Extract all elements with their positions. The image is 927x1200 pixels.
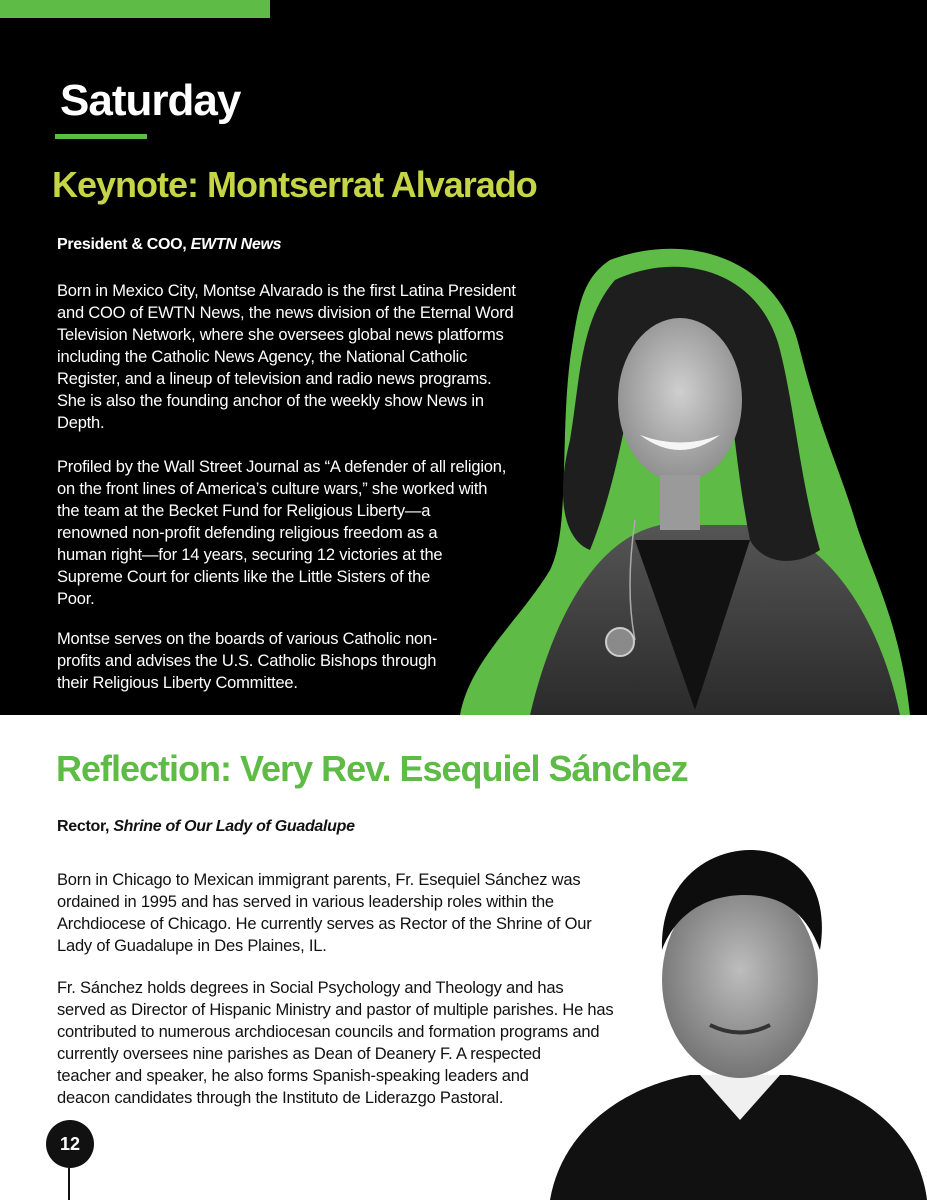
title-underline: [55, 134, 147, 139]
reflection-bio-line: Lady of Guadalupe in Des Plaines, IL.: [57, 937, 327, 955]
keynote-bio-line: Profiled by the Wall Street Journal as “A defender of all religion,: [57, 458, 507, 476]
keynote-bio-line: Depth.: [57, 414, 105, 432]
keynote-role: [57, 236, 281, 254]
reflection-bio-paragraph-1: [57, 869, 592, 957]
page-number-line: [68, 1168, 70, 1200]
reflection-speaker-photo: [550, 840, 927, 1200]
keynote-bio-line: Register, and a lineup of television and radio news programs.: [57, 370, 492, 388]
keynote-heading: Keynote: Montserrat Alvarado: [52, 164, 537, 205]
keynote-bio-line: human right—for 14 years, securing 12 victories at the: [57, 546, 443, 564]
keynote-bio-line: Poor.: [57, 590, 95, 608]
keynote-bio-line: the team at the Becket Fund for Religious Liberty—a: [57, 502, 431, 520]
keynote-bio-line: Television Network, where she oversees global news platforms: [57, 326, 504, 344]
page-number: 12: [46, 1120, 94, 1168]
keynote-bio-paragraph-3: [57, 628, 437, 694]
keynote-bio-line: their Religious Liberty Committee.: [57, 674, 298, 692]
reflection-bio-line: contributed to numerous archdiocesan councils and formation programs and: [57, 1023, 600, 1041]
reflection-bio-line: deacon candidates through the Instituto de Liderazgo Pastoral.: [57, 1089, 504, 1107]
keynote-bio-line: Supreme Court for clients like the Little Sisters of the: [57, 568, 431, 586]
keynote-bio-line: renowned non-profit defending religious freedom as a: [57, 524, 438, 542]
reflection-role-title: Rector,: [57, 818, 110, 835]
keynote-bio-line: including the Catholic News Agency, the National Catholic: [57, 348, 468, 366]
reflection-bio-line: Archdiocese of Chicago. He currently serves as Rector of the Shrine of Our: [57, 915, 592, 933]
top-accent-bar: [0, 0, 270, 18]
keynote-bio-line: She is also the founding anchor of the weekly show News in: [57, 392, 484, 410]
keynote-speaker-photo: [460, 240, 927, 715]
reflection-bio-paragraph-2: [57, 977, 613, 1109]
keynote-bio-paragraph-2: [57, 456, 506, 610]
keynote-bio-line: Montse serves on the boards of various Catholic non-: [57, 630, 438, 648]
reflection-bio-line: teacher and speaker, he also forms Spanish-speaking leaders and: [57, 1067, 529, 1085]
reflection-bio-line: served as Director of Hispanic Ministry and pastor of multiple parishes. He has: [57, 1001, 614, 1019]
reflection-bio-line: Fr. Sánchez holds degrees in Social Psychology and Theology and has: [57, 979, 564, 997]
keynote-role-title: President & COO,: [57, 236, 187, 253]
keynote-bio-line: on the front lines of America’s culture wars,” she worked with: [57, 480, 488, 498]
keynote-bio-paragraph-1: [57, 280, 516, 434]
keynote-bio-line: Born in Mexico City, Montse Alvarado is the first Latina President: [57, 282, 516, 300]
keynote-bio-line: and COO of EWTN News, the news division of the Eternal Word: [57, 304, 514, 322]
reflection-role-org: Shrine of Our Lady of Guadalupe: [113, 818, 355, 835]
keynote-role-org: EWTN News: [190, 236, 282, 253]
keynote-bio-line: profits and advises the U.S. Catholic Bishops through: [57, 652, 437, 670]
reflection-bio-line: currently oversees nine parishes as Dean of Deanery F. A respected: [57, 1045, 541, 1063]
reflection-heading: Reflection: Very Rev. Esequiel Sánchez: [56, 748, 688, 789]
reflection-bio-line: ordained in 1995 and has served in various leadership roles within the: [57, 893, 554, 911]
reflection-role: [57, 818, 355, 836]
page-title: Saturday: [60, 76, 241, 125]
reflection-bio-line: Born in Chicago to Mexican immigrant parents, Fr. Esequiel Sánchez was: [57, 871, 581, 889]
